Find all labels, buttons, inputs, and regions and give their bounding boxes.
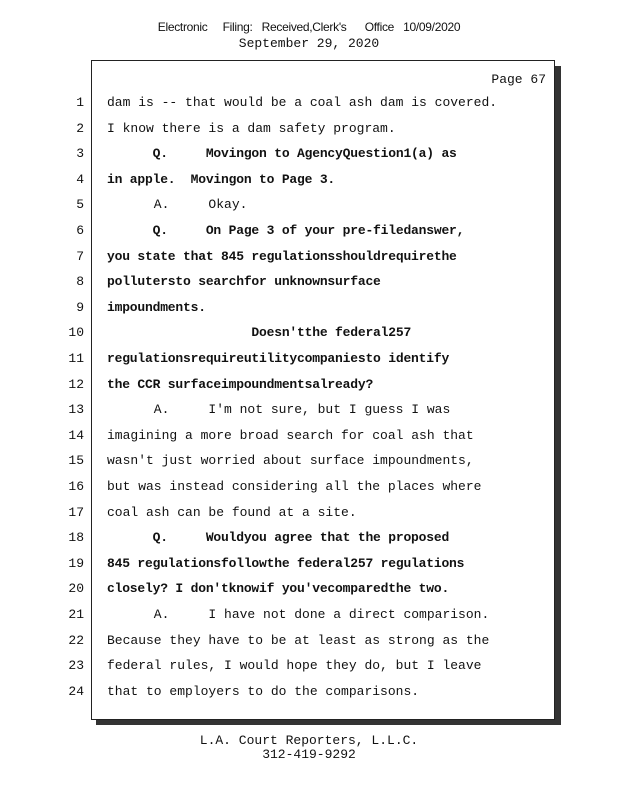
transcript-date: September 29, 2020: [238, 36, 380, 51]
transcript-line: A. I'm not sure, but I guess I was: [107, 402, 451, 417]
transcript-line: Doesn'tthe federal257: [107, 325, 412, 340]
line-number: 1: [76, 95, 84, 110]
filing-stamp: Electronic Filing: Received,Clerk's Office 10/09/2020: [157, 20, 461, 34]
transcript-line: closely? I don'tknowif you'vecomparedthe two.: [107, 581, 450, 596]
transcript-line: 845 regulationsfollowthe federal257 regulations: [107, 556, 465, 571]
line-number: 10: [68, 325, 84, 340]
transcript-line: federal rules, I would hope they do, but I leave: [107, 658, 482, 673]
line-number: 7: [76, 249, 84, 264]
line-number: 21: [68, 607, 84, 622]
line-number: 15: [68, 453, 84, 468]
transcript-line: but was instead considering all the places where: [107, 479, 482, 494]
reporter-company: L.A. Court Reporters, L.L.C.: [199, 733, 419, 748]
line-number: 2: [76, 121, 84, 136]
transcript-line: coal ash can be found at a site.: [107, 505, 357, 520]
line-number: 3: [76, 146, 84, 161]
transcript-line: that to employers to do the comparisons.: [107, 684, 420, 699]
transcript-line: impoundments.: [107, 300, 206, 315]
line-number: 11: [68, 351, 84, 366]
transcript-line: pollutersto searchfor unknownsurface: [107, 274, 381, 289]
reporter-phone: 312-419-9292: [262, 747, 356, 762]
line-number: 8: [76, 274, 84, 289]
line-number: 12: [68, 377, 84, 392]
line-number: 17: [68, 505, 84, 520]
line-number: 4: [76, 172, 84, 187]
line-number: 22: [68, 633, 84, 648]
line-number: 9: [76, 300, 84, 315]
transcript-line: Q. Wouldyou agree that the proposed: [107, 530, 450, 545]
line-number: 6: [76, 223, 84, 238]
transcript-line: you state that 845 regulationsshouldrequirethe: [107, 249, 457, 264]
transcript-line: in apple. Movingon to Page 3.: [107, 172, 336, 187]
transcript-line: imagining a more broad search for coal ash that: [107, 428, 474, 443]
line-number: 13: [68, 402, 84, 417]
transcript-line: A. Okay.: [107, 197, 248, 212]
line-number: 20: [68, 581, 84, 596]
transcript-line: dam is -- that would be a coal ash dam is covered.: [107, 95, 498, 110]
transcript-line: A. I have not done a direct comparison.: [107, 607, 490, 622]
line-number: 24: [68, 684, 84, 699]
transcript-line: Because they have to be at least as strong as the: [107, 633, 490, 648]
transcript-line: Q. Movingon to AgencyQuestion1(a) as: [107, 146, 457, 161]
transcript-line: the CCR surfaceimpoundmentsalready?: [107, 377, 374, 392]
transcript-line: I know there is a dam safety program.: [107, 121, 396, 136]
line-number: 18: [68, 530, 84, 545]
transcript-line: regulationsrequireutilitycompaniesto identify: [107, 351, 450, 366]
transcript-line: Q. On Page 3 of your pre-filedanswer,: [107, 223, 465, 238]
line-number: 14: [68, 428, 84, 443]
line-number: 23: [68, 658, 84, 673]
line-number: 19: [68, 556, 84, 571]
line-number: 5: [76, 197, 84, 212]
line-number: 16: [68, 479, 84, 494]
page-number: Page 67: [491, 72, 546, 87]
transcript-line: wasn't just worried about surface impoundments,: [107, 453, 474, 468]
